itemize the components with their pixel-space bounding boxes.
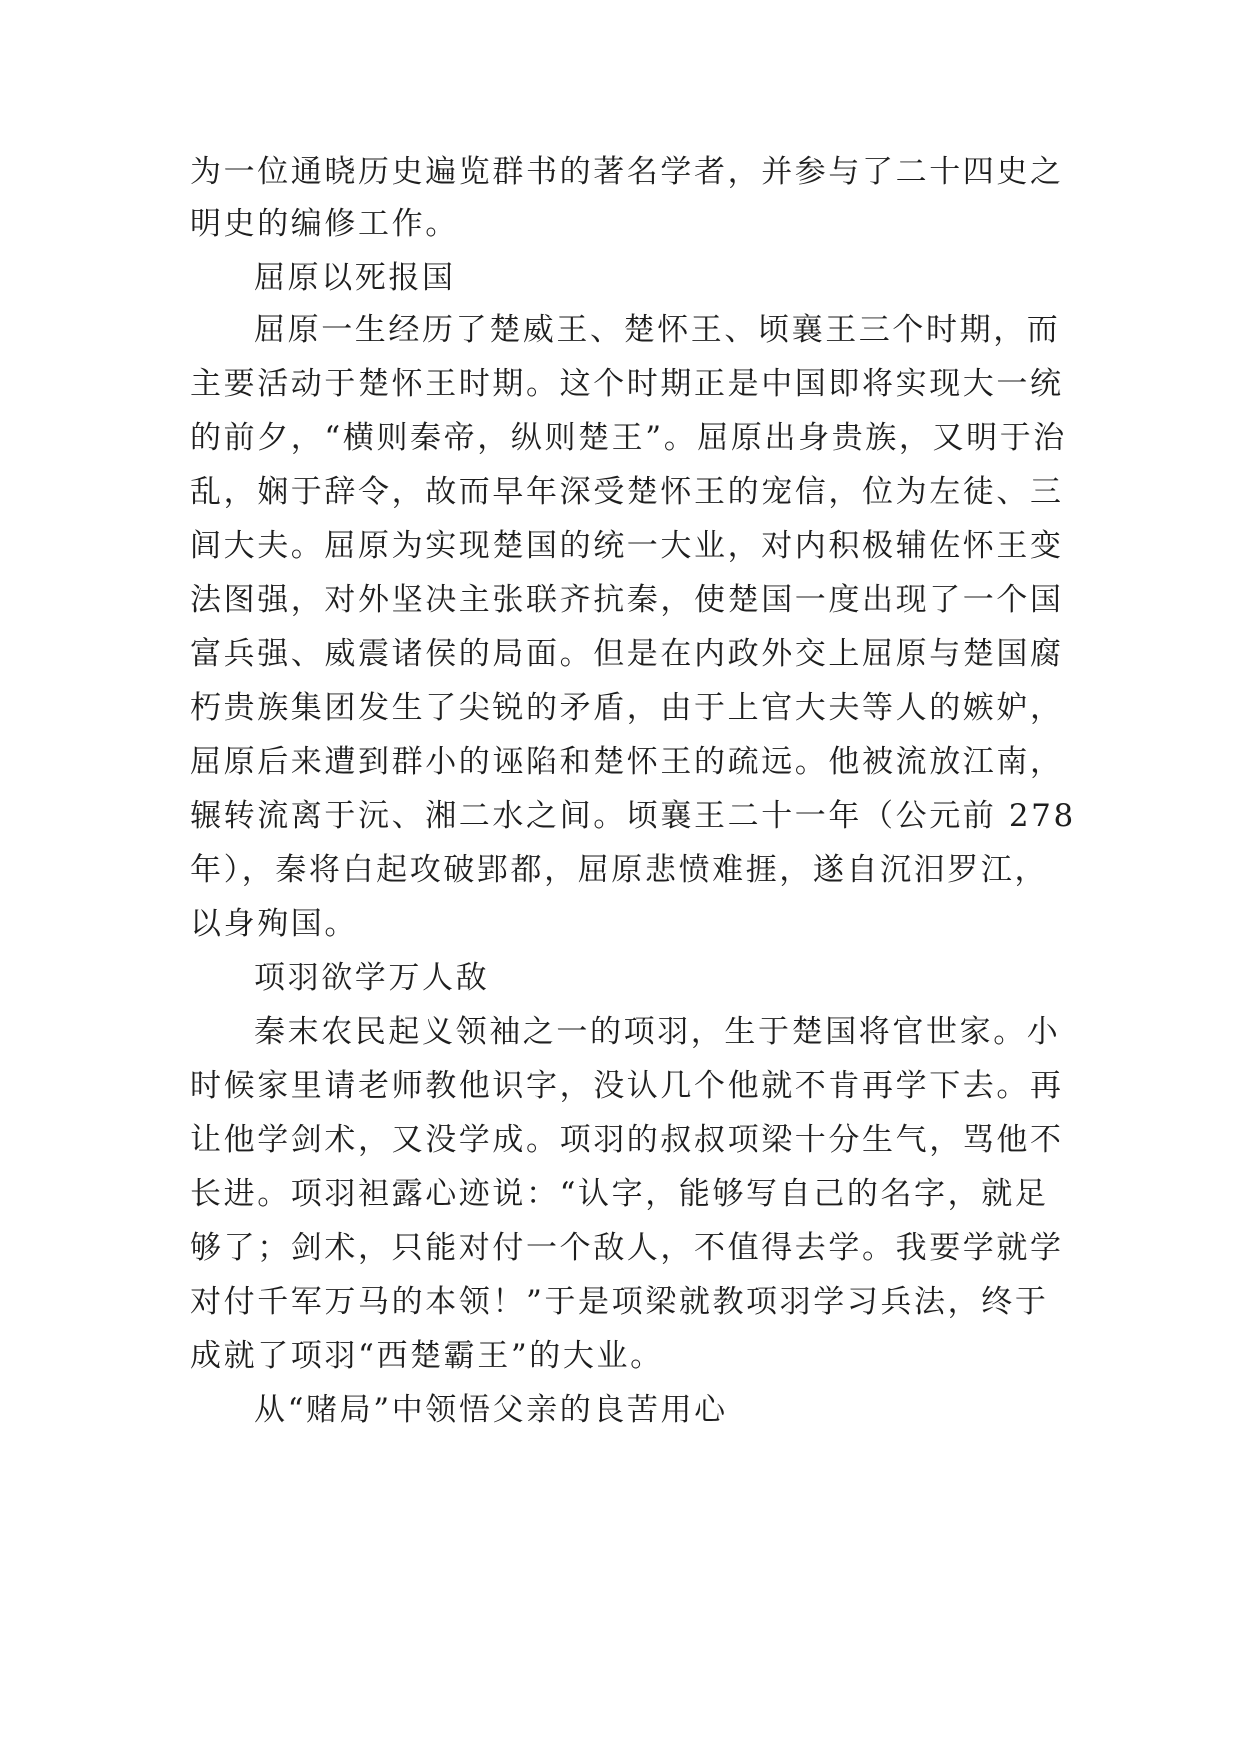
section-heading: 从“赌局”中领悟父亲的良苦用心 bbox=[254, 1392, 728, 1428]
section-heading: 项羽欲学万人敌 bbox=[254, 960, 490, 996]
text-line: 为一位通晓历史遍览群书的著名学者，并参与了二十四史之 bbox=[190, 154, 1064, 190]
text-line: 的前夕，“横则秦帝，纵则楚王”。屈原出身贵族，又明于治 bbox=[190, 420, 1067, 456]
text-line: 法图强，对外坚决主张联齐抗秦，使楚国一度出现了一个国 bbox=[190, 582, 1064, 618]
text-line: 对付千军万马的本领！”于是项梁就教项羽学习兵法，终于 bbox=[190, 1284, 1049, 1320]
text-line: 屈原后来遭到群小的诬陷和楚怀王的疏远。他被流放江南， bbox=[190, 744, 1064, 780]
text-line: 成就了项羽“西楚霸王”的大业。 bbox=[190, 1338, 664, 1374]
text-line: 乱，娴于辞令，故而早年深受楚怀王的宠信，位为左徒、三 bbox=[190, 474, 1064, 510]
text-line: 年），秦将白起攻破郢都，屈原悲愤难捱，遂自沉汨罗江， bbox=[190, 852, 1049, 888]
text-line: 朽贵族集团发生了尖锐的矛盾，由于上官大夫等人的嫉妒， bbox=[190, 690, 1064, 726]
text-line: 长进。项羽袒露心迹说：“认字，能够写自己的名字，就足 bbox=[190, 1176, 1049, 1212]
text-line: 屈原一生经历了楚威王、楚怀王、顷襄王三个时期，而 bbox=[254, 312, 1061, 348]
text-line: 闾大夫。屈原为实现楚国的统一大业，对内积极辅佐怀王变 bbox=[190, 528, 1064, 564]
text-line: 让他学剑术，又没学成。项羽的叔叔项梁十分生气，骂他不 bbox=[190, 1122, 1064, 1158]
text-line: 主要活动于楚怀王时期。这个时期正是中国即将实现大一统 bbox=[190, 366, 1064, 402]
text-line: 以身殉国。 bbox=[190, 906, 358, 942]
text-line: 时候家里请老师教他识字，没认几个他就不肯再学下去。再 bbox=[190, 1068, 1064, 1104]
section-heading: 屈原以死报国 bbox=[254, 260, 456, 296]
text-line: 秦末农民起义领袖之一的项羽，生于楚国将官世家。小 bbox=[254, 1014, 1061, 1050]
text-line: 明史的编修工作。 bbox=[190, 206, 459, 242]
text-line: 辗转流离于沅、湘二水之间。顷襄王二十一年（公元前 278 bbox=[190, 798, 1076, 834]
text-line: 够了；剑术，只能对付一个敌人，不值得去学。我要学就学 bbox=[190, 1230, 1064, 1266]
text-line: 富兵强、威震诸侯的局面。但是在内政外交上屈原与楚国腐 bbox=[190, 636, 1064, 672]
